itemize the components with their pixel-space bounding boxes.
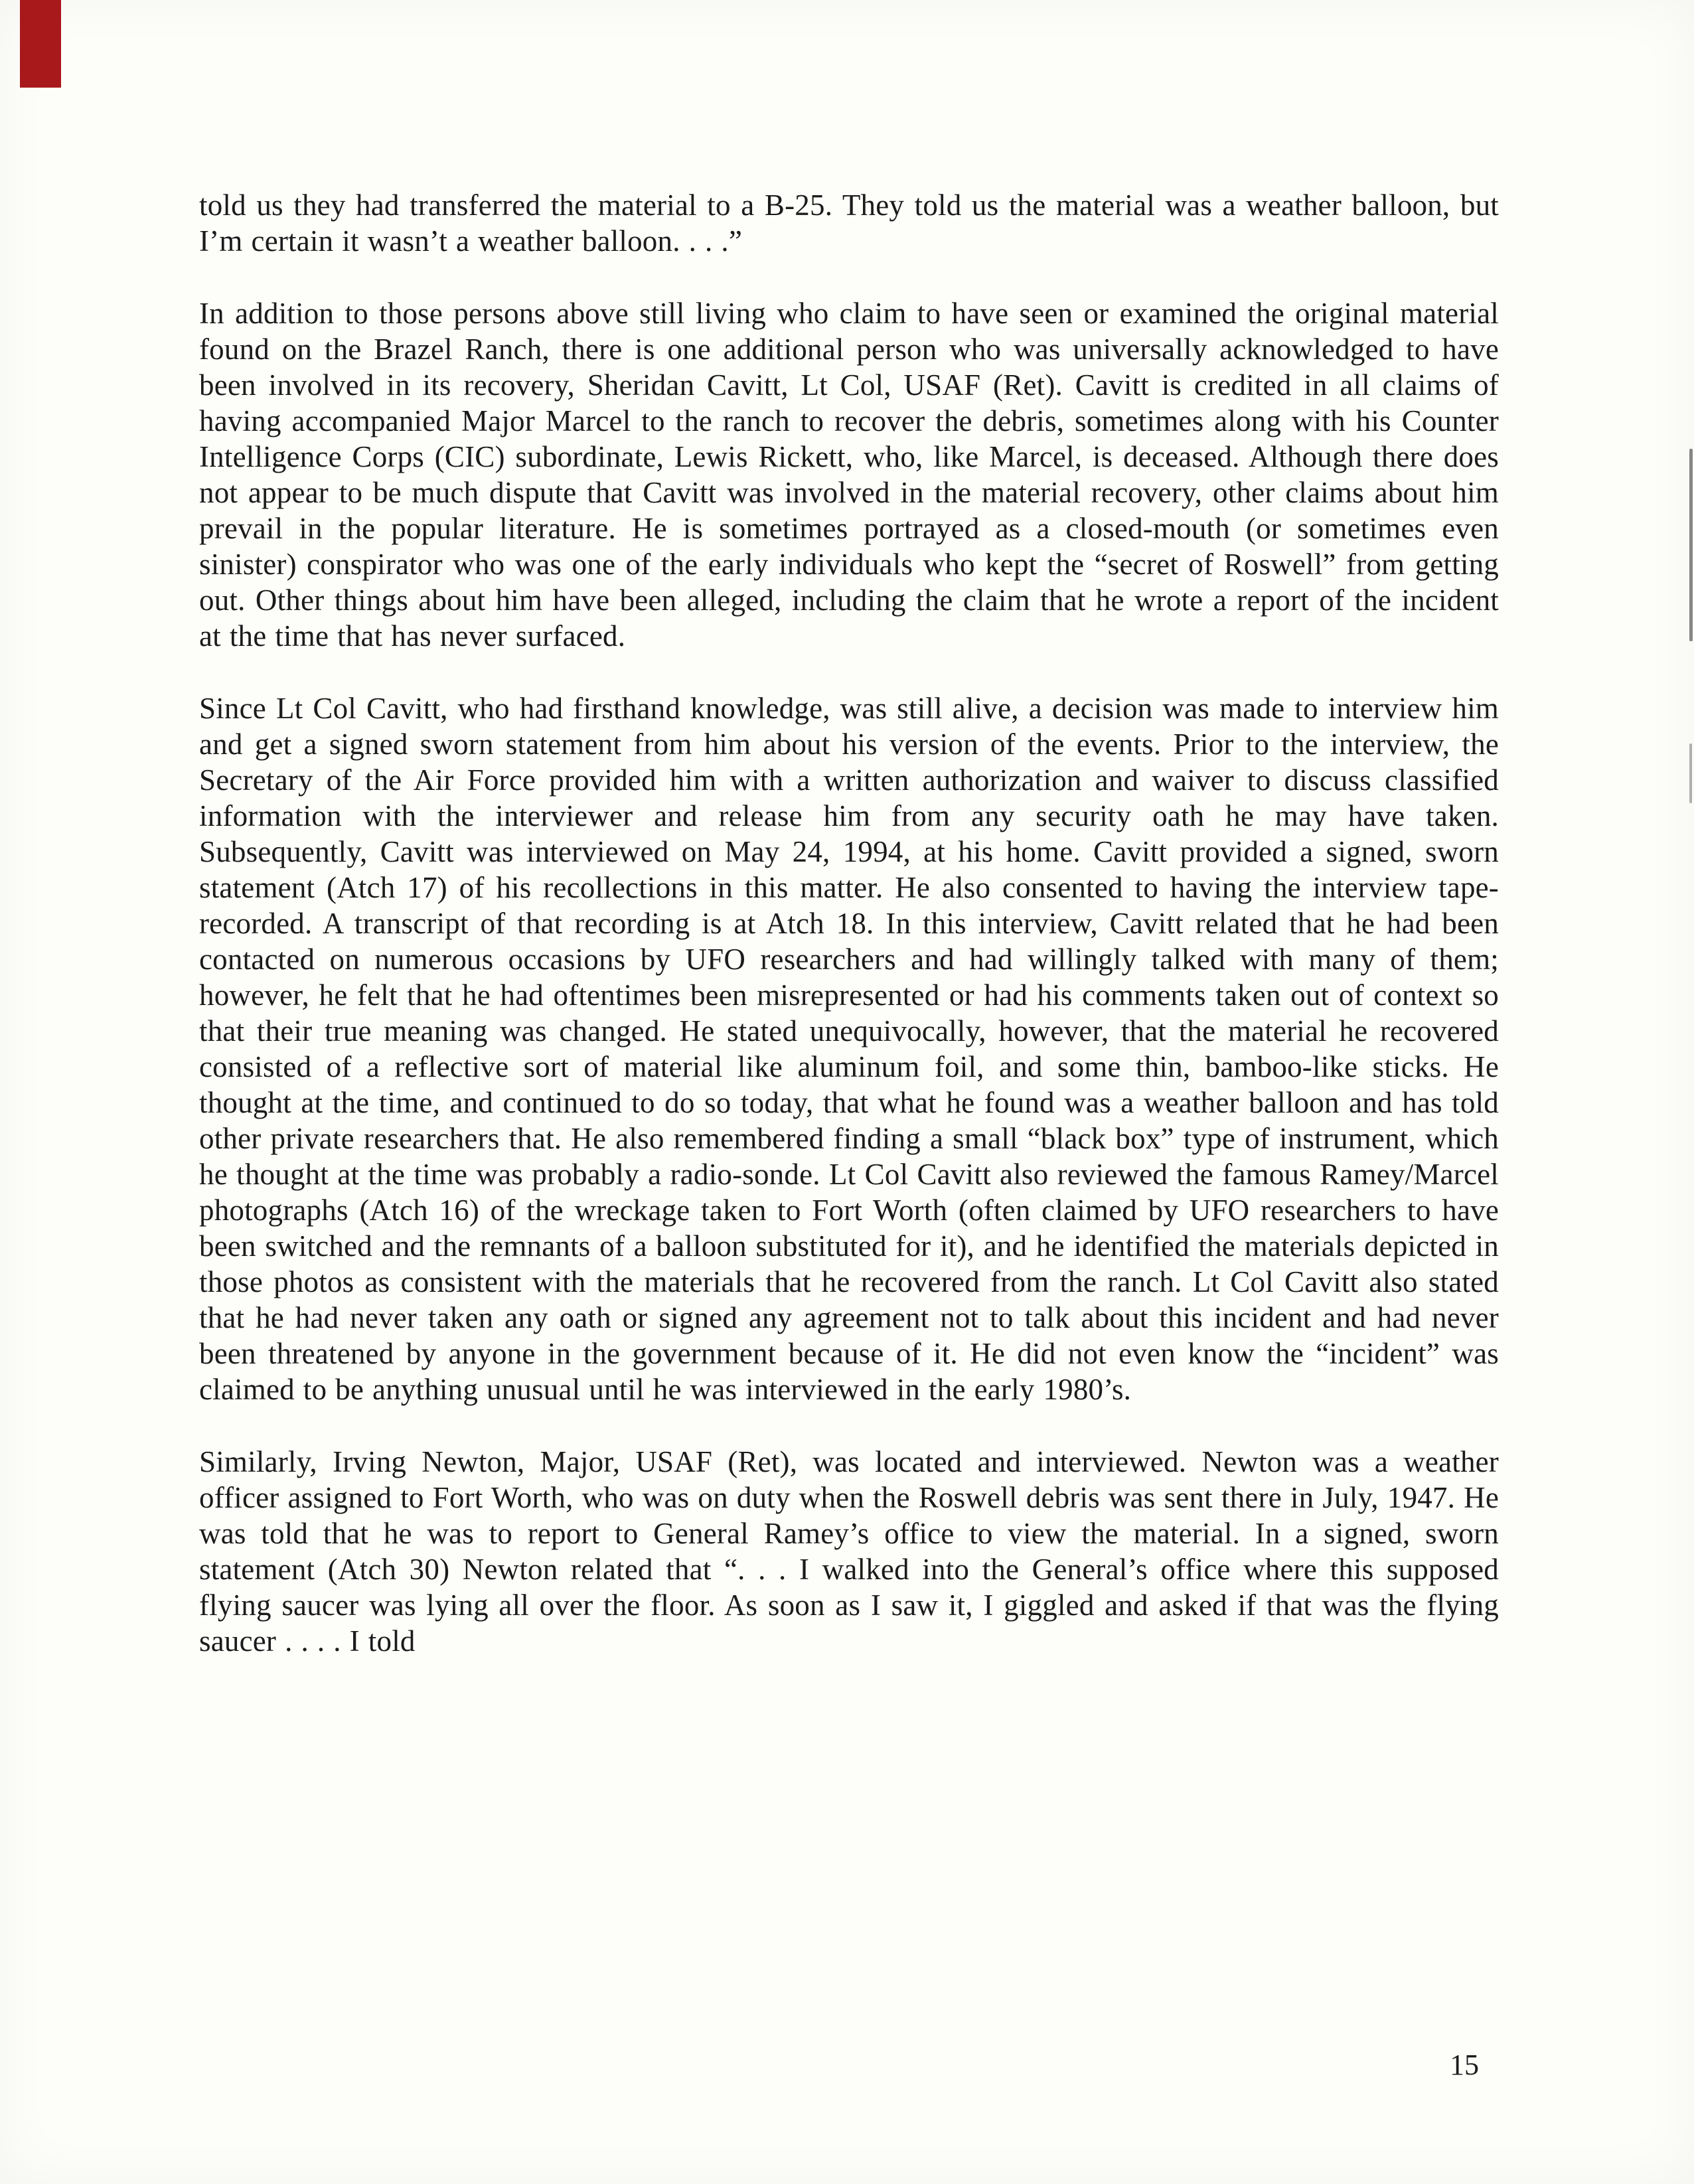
paragraph-cavitt-interview: Since Lt Col Cavitt, who had firsthand knowledge, was still alive, a decision was made to interview him and get a signed sworn statement from him about his version of the events. Prior to the interview, the Secretary of the Air Force provided him with a written authorization and waiver to discuss classified information with the interviewer and release him from any security oath he may have taken. Subsequently, Cavitt was interviewed on May 24, 1994, at his home. Cavitt provided a signed, sworn statement (Atch 17) of his recollections in this matter. He also consented to having the interview tape-recorded. A transcript of that recording is at Atch 18. In this interview, Cavitt related that he had been contacted on numerous occasions by UFO researchers and had willingly talked with many of them; however, he felt that he had oftentimes been misrepresented or had his comments taken out of context so that their true meaning was changed. He stated unequivocally, however, that the material he recovered consisted of a reflective sort of material like aluminum foil, and some thin, bamboo-like sticks. He thought at the time, and continued to do so today, that what he found was a weather balloon and has told other private researchers that. He also remembered finding a small “black box” type of instrument, which he thought at the time was probably a radio-sonde. Lt Col Cavitt also reviewed the famous Ramey/Marcel photographs (Atch 16) of the wreckage taken to Fort Worth (often claimed by UFO researchers to have been switched and the remnants of a balloon substituted for it), and he identified the materials depicted in those photos as consistent with the materials that he recovered from the ranch. Lt Col Cavitt also stated that he had never taken any oath or signed any agreement not to talk about this incident and had never been threatened by anyone in the government because of it. He did not even know the “incident” was claimed to be anything unusual until he was interviewed in the early 1980’s. [199, 692, 1499, 1406]
scan-artifact-right-edge [1689, 449, 1693, 641]
paragraph-newton: Similarly, Irving Newton, Major, USAF (Ret), was located and interviewed. Newton was a weather officer assigned to Fort Worth, who was on duty when the Roswell debris was sent there in July, 1947. He was told that he was to report to General Ramey’s office to view the material. In a signed, sworn statement (Atch 30) Newton related that “. . . I walked into the General’s office where this supposed flying saucer was lying all over the floor. As soon as I saw it, I giggled and asked if that was the flying saucer . . . . I told [199, 1445, 1499, 1658]
page-number: 15 [1450, 2049, 1479, 2081]
paragraph-continuation: told us they had transferred the material to a B-25. They told us the material was a weather balloon, but I’m certain it wasn’t a weather balloon. . . .” [199, 189, 1499, 258]
scan-artifact-red-strip [20, 0, 61, 88]
scan-artifact-right-edge-small [1689, 743, 1692, 803]
paragraph-cavitt-intro: In addition to those persons above still living who claim to have seen or examined the original material found on the Brazel Ranch, there is one additional person who was universally acknowledged to have been involved in its recovery, Sheridan Cavitt, Lt Col, USAF (Ret). Cavitt is credited in all claims of having accompanied Major Marcel to the ranch to recover the debris, sometimes along with his Counter Intelligence Corps (CIC) subordinate, Lewis Rickett, who, like Marcel, is deceased. Although there does not appear to be much dispute that Cavitt was involved in the material recovery, other claims about him prevail in the popular literature. He is sometimes portrayed as a closed-mouth (or sometimes even sinister) conspirator who was one of the early individuals who kept the “secret of Roswell” from getting out. Other things about him have been alleged, including the claim that he wrote a report of the incident at the time that has never surfaced. [199, 297, 1499, 653]
page-body-text [199, 187, 1499, 1695]
